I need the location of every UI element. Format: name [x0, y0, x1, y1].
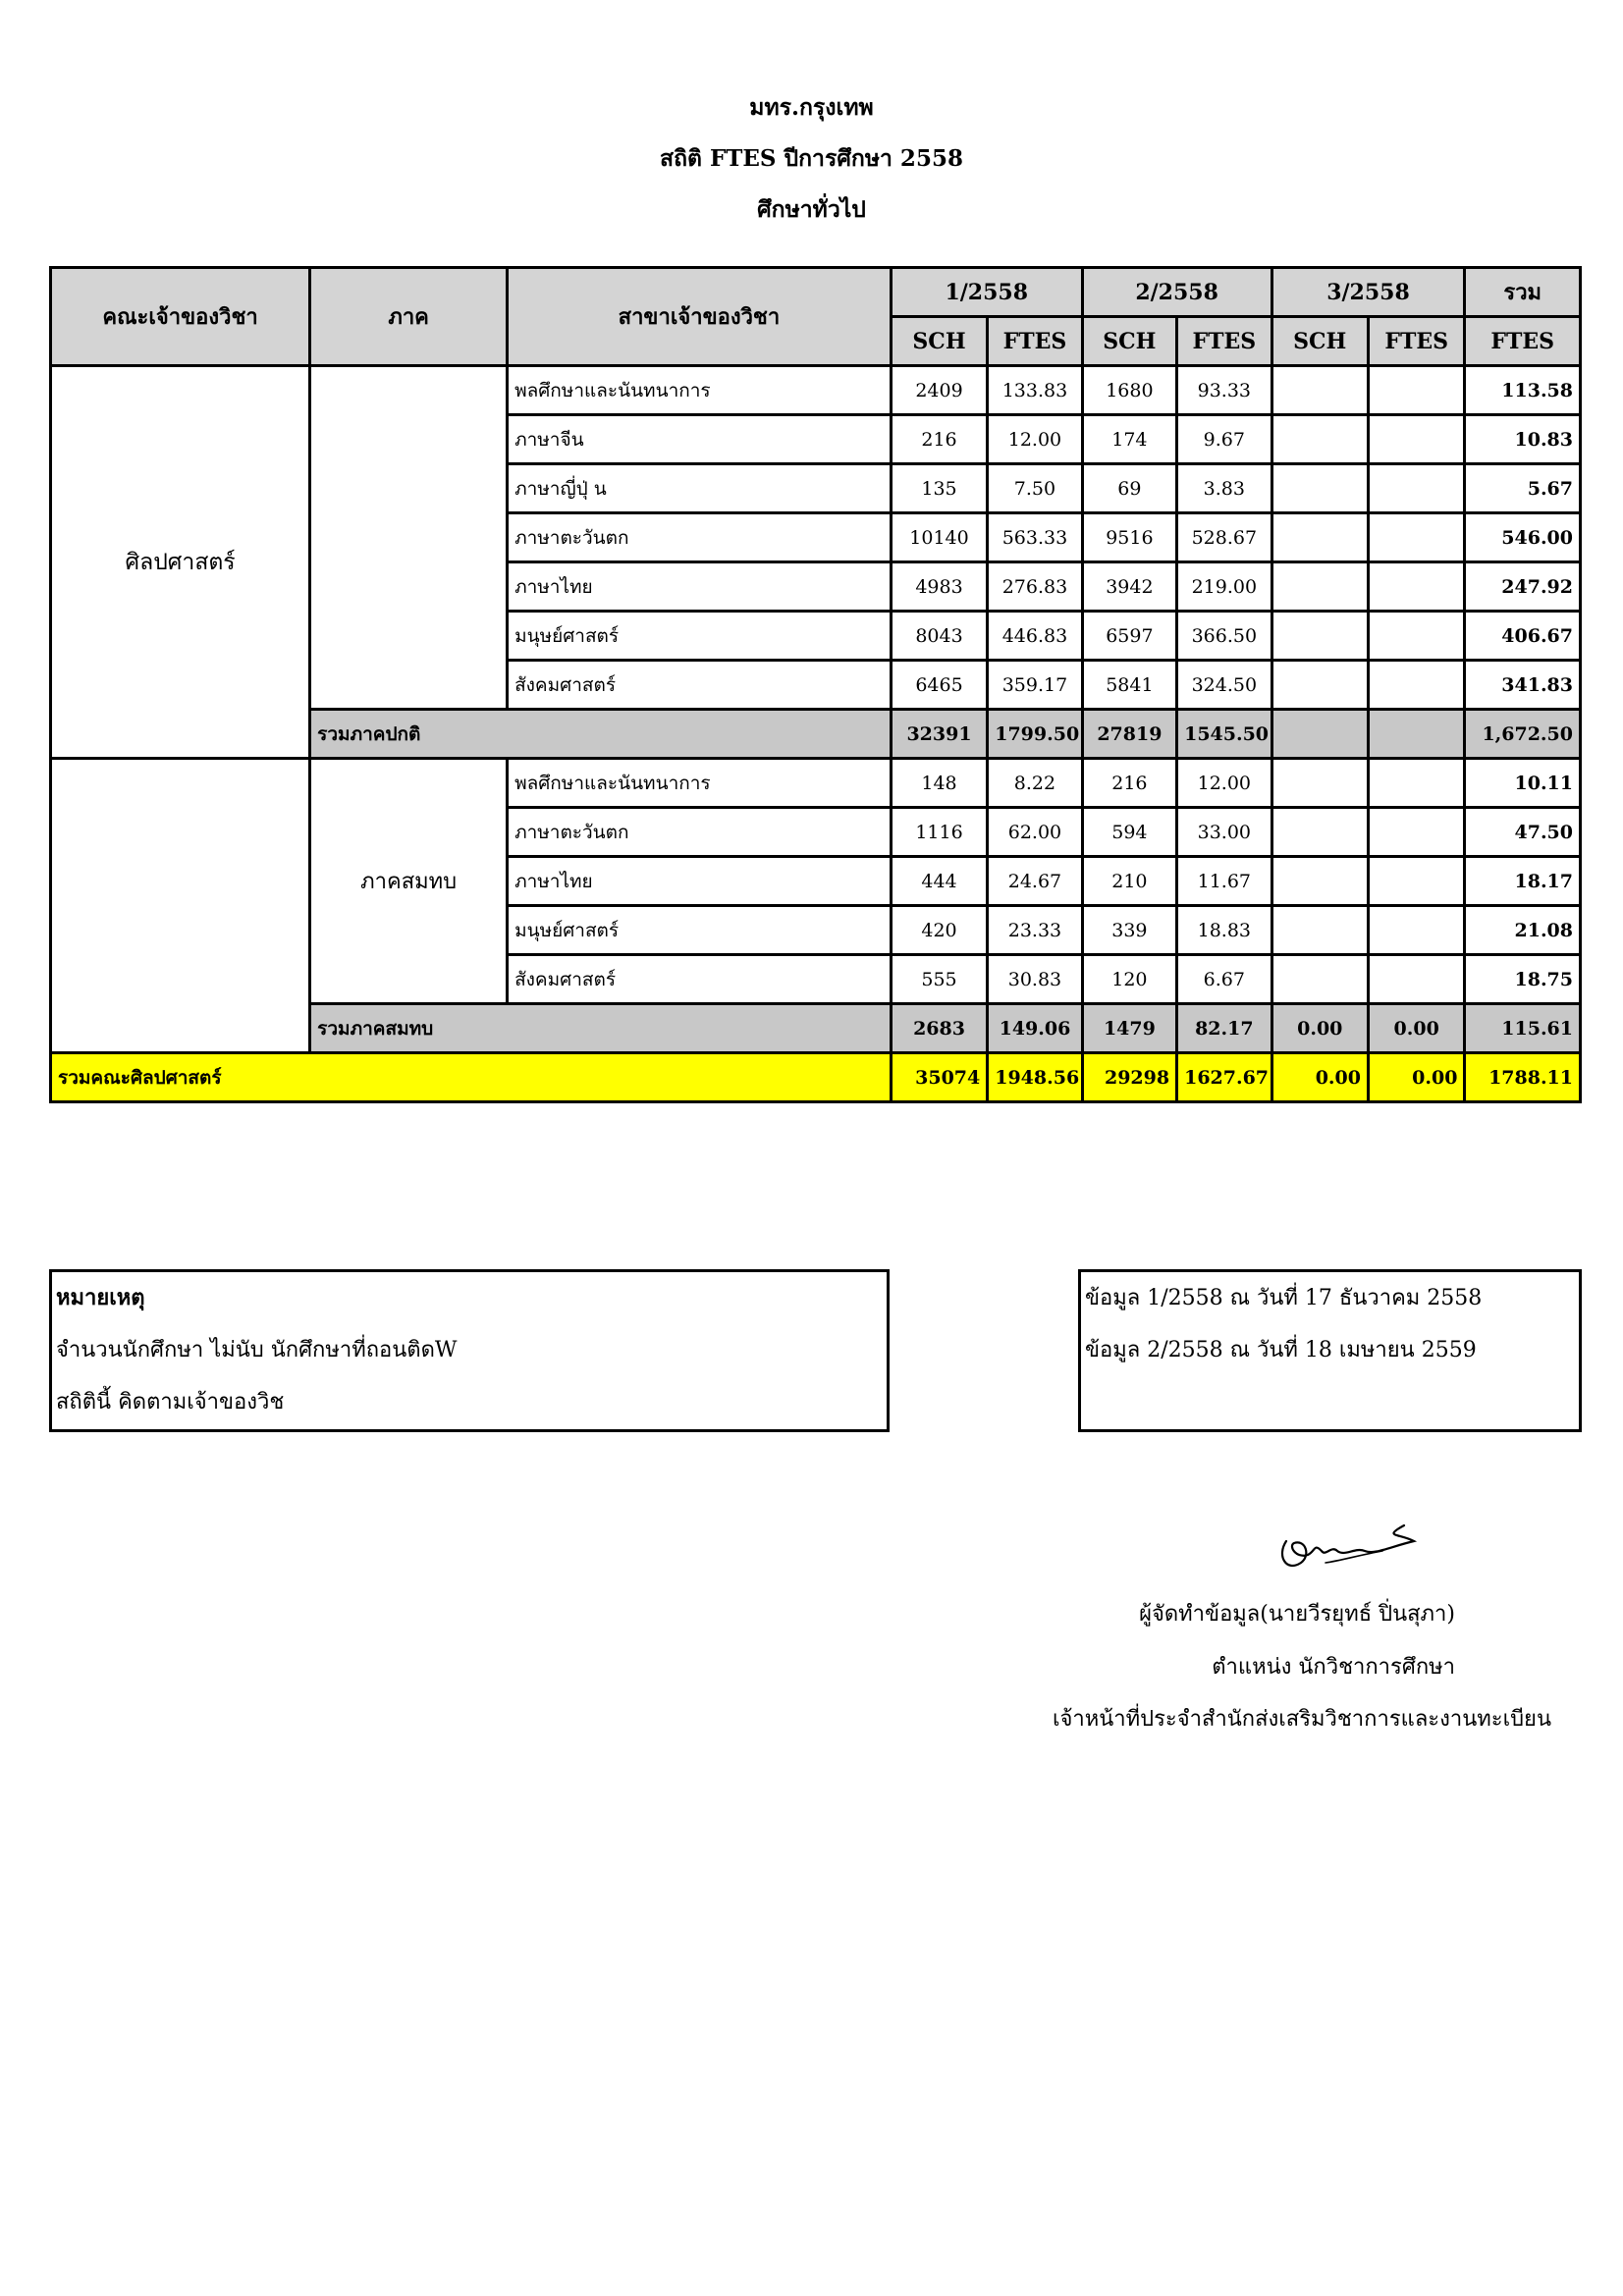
col-sch: SCH: [1271, 317, 1368, 366]
ftes2-cell: 528.67: [1177, 513, 1271, 562]
ftes1-cell: 446.83: [988, 612, 1082, 661]
sch1-cell: 35074: [891, 1053, 987, 1102]
ftes-table: [49, 266, 1582, 1103]
sch3-cell: [1271, 366, 1368, 415]
branch-cell: มนุษย์ศาสตร์: [508, 612, 892, 661]
total-cell: 10.11: [1465, 759, 1581, 808]
sch3-cell: [1271, 612, 1368, 661]
total-cell: 21.08: [1465, 906, 1581, 955]
ftes1-cell: 1799.50: [988, 710, 1082, 759]
sch3-cell: 0.00: [1271, 1004, 1368, 1053]
ftes1-cell: 30.83: [988, 955, 1082, 1004]
dept-cell-regular: [310, 366, 508, 710]
table-row: [51, 366, 1581, 415]
table-row: [51, 759, 1581, 808]
ftes3-cell: [1368, 661, 1464, 710]
ftes2-cell: 93.33: [1177, 366, 1271, 415]
ftes1-cell: 563.33: [988, 513, 1082, 562]
header-row-1: [51, 268, 1581, 317]
col-term2: 2/2558: [1082, 268, 1271, 317]
subtotal-label: รวมภาคปกติ: [310, 710, 892, 759]
sch2-cell: 5841: [1082, 661, 1176, 710]
total-cell: 115.61: [1465, 1004, 1581, 1053]
branch-cell: ภาษาตะวันตก: [508, 513, 892, 562]
ftes2-cell: 366.50: [1177, 612, 1271, 661]
sch2-cell: 210: [1082, 857, 1176, 906]
ftes1-cell: 7.50: [988, 464, 1082, 513]
ftes1-cell: 8.22: [988, 759, 1082, 808]
signature-position: ตำแหน่ง นักวิชาการศึกษา: [1212, 1655, 1455, 1680]
signature-name: ผู้จัดทำข้อมูล(นายวีรยุทธ์ ปิ่นสุภา): [1139, 1602, 1455, 1627]
report-title: สถิติ FTES ปีการศึกษา 2558: [660, 145, 963, 172]
total-cell: 1,672.50: [1465, 710, 1581, 759]
data-date-line-2: ข้อมูล 2/2558 ณ วันที่ 18 เมษายน 2559: [1085, 1338, 1477, 1362]
sch2-cell: 1680: [1082, 366, 1176, 415]
notes-line-1: จำนวนนักศึกษา ไม่นับ นักศึกษาที่ถอนติดW: [56, 1338, 458, 1362]
faculty-cell: ศิลปศาสตร์: [51, 366, 310, 759]
total-cell: 1788.11: [1465, 1053, 1581, 1102]
total-cell: 47.50: [1465, 808, 1581, 857]
signature-image: [1267, 1512, 1434, 1580]
ftes1-cell: 133.83: [988, 366, 1082, 415]
ftes2-cell: 6.67: [1177, 955, 1271, 1004]
notes-box: [49, 1269, 890, 1432]
sch1-cell: 6465: [891, 661, 987, 710]
ftes3-cell: [1368, 562, 1464, 612]
sch1-cell: 2409: [891, 366, 987, 415]
sch3-cell: [1271, 710, 1368, 759]
branch-cell: สังคมศาสตร์: [508, 661, 892, 710]
ftes3-cell: [1368, 955, 1464, 1004]
ftes3-cell: [1368, 464, 1464, 513]
ftes1-cell: 276.83: [988, 562, 1082, 612]
sch1-cell: 32391: [891, 710, 987, 759]
branch-cell: มนุษย์ศาสตร์: [508, 906, 892, 955]
ftes1-cell: 12.00: [988, 415, 1082, 464]
ftes3-cell: 0.00: [1368, 1004, 1464, 1053]
ftes3-cell: [1368, 857, 1464, 906]
sch3-cell: [1271, 808, 1368, 857]
total-cell: 18.17: [1465, 857, 1581, 906]
sch2-cell: 6597: [1082, 612, 1176, 661]
col-total: รวม: [1465, 268, 1581, 317]
branch-cell: ภาษาไทย: [508, 562, 892, 612]
ftes1-cell: 1948.56: [988, 1053, 1082, 1102]
col-term1: 1/2558: [891, 268, 1082, 317]
ftes3-cell: [1368, 366, 1464, 415]
col-dept: ภาค: [310, 268, 508, 366]
sch1-cell: 10140: [891, 513, 987, 562]
sch2-cell: 216: [1082, 759, 1176, 808]
sch3-cell: [1271, 415, 1368, 464]
sch3-cell: [1271, 513, 1368, 562]
sch1-cell: 135: [891, 464, 987, 513]
col-ftes: FTES: [1465, 317, 1581, 366]
ftes3-cell: 0.00: [1368, 1053, 1464, 1102]
sch2-cell: 1479: [1082, 1004, 1176, 1053]
total-cell: 546.00: [1465, 513, 1581, 562]
col-ftes: FTES: [988, 317, 1082, 366]
sch2-cell: 339: [1082, 906, 1176, 955]
sch1-cell: 4983: [891, 562, 987, 612]
col-branch: สาขาเจ้าของวิชา: [508, 268, 892, 366]
ftes2-cell: 12.00: [1177, 759, 1271, 808]
branch-cell: พลศึกษาและนันทนาการ: [508, 759, 892, 808]
col-sch: SCH: [1082, 317, 1176, 366]
sch1-cell: 148: [891, 759, 987, 808]
signature-office: เจ้าหน้าที่ประจำสำนักส่งเสริมวิชาการและงานทะเบียน: [1052, 1707, 1551, 1732]
ftes2-cell: 219.00: [1177, 562, 1271, 612]
sch3-cell: [1271, 464, 1368, 513]
branch-cell: สังคมศาสตร์: [508, 955, 892, 1004]
org-title: มทร.กรุงเทพ: [749, 94, 874, 121]
ftes3-cell: [1368, 759, 1464, 808]
col-ftes: FTES: [1177, 317, 1271, 366]
faculty-cell-cont: [51, 759, 310, 1053]
ftes2-cell: 1545.50: [1177, 710, 1271, 759]
total-cell: 10.83: [1465, 415, 1581, 464]
branch-cell: ภาษาไทย: [508, 857, 892, 906]
sch2-cell: 174: [1082, 415, 1176, 464]
total-cell: 5.67: [1465, 464, 1581, 513]
sch3-cell: 0.00: [1271, 1053, 1368, 1102]
sch1-cell: 2683: [891, 1004, 987, 1053]
sch1-cell: 1116: [891, 808, 987, 857]
sch1-cell: 8043: [891, 612, 987, 661]
total-cell: 406.67: [1465, 612, 1581, 661]
sch3-cell: [1271, 906, 1368, 955]
branch-cell: พลศึกษาและนันทนาการ: [508, 366, 892, 415]
sch3-cell: [1271, 857, 1368, 906]
ftes2-cell: 18.83: [1177, 906, 1271, 955]
sch1-cell: 216: [891, 415, 987, 464]
sch1-cell: 420: [891, 906, 987, 955]
branch-cell: ภาษาญี่ปุ่ น: [508, 464, 892, 513]
sch3-cell: [1271, 759, 1368, 808]
grand-total-label: รวมคณะศิลปศาสตร์: [51, 1053, 892, 1102]
ftes1-cell: 149.06: [988, 1004, 1082, 1053]
sch1-cell: 555: [891, 955, 987, 1004]
ftes2-cell: 11.67: [1177, 857, 1271, 906]
grand-total-row: [51, 1053, 1581, 1102]
ftes3-cell: [1368, 612, 1464, 661]
ftes1-cell: 23.33: [988, 906, 1082, 955]
col-ftes: FTES: [1368, 317, 1464, 366]
ftes2-cell: 3.83: [1177, 464, 1271, 513]
branch-cell: ภาษาจีน: [508, 415, 892, 464]
ftes1-cell: 62.00: [988, 808, 1082, 857]
dept-cell-special: ภาคสมทบ: [310, 759, 508, 1004]
sch3-cell: [1271, 562, 1368, 612]
data-date-box: [1078, 1269, 1582, 1432]
sch2-cell: 27819: [1082, 710, 1176, 759]
subtotal-label: รวมภาคสมทบ: [310, 1004, 892, 1053]
total-cell: 18.75: [1465, 955, 1581, 1004]
report-subtitle: ศึกษาทั่วไป: [757, 196, 866, 223]
ftes2-cell: 82.17: [1177, 1004, 1271, 1053]
ftes2-cell: 9.67: [1177, 415, 1271, 464]
sch2-cell: 594: [1082, 808, 1176, 857]
ftes2-cell: 324.50: [1177, 661, 1271, 710]
total-cell: 341.83: [1465, 661, 1581, 710]
sch2-cell: 3942: [1082, 562, 1176, 612]
sch1-cell: 444: [891, 857, 987, 906]
col-faculty: คณะเจ้าของวิชา: [51, 268, 310, 366]
ftes3-cell: [1368, 906, 1464, 955]
notes-title: หมายเหตุ: [56, 1285, 145, 1310]
sch3-cell: [1271, 661, 1368, 710]
ftes3-cell: [1368, 415, 1464, 464]
sch2-cell: 9516: [1082, 513, 1176, 562]
ftes1-cell: 359.17: [988, 661, 1082, 710]
data-date-line-1: ข้อมูล 1/2558 ณ วันที่ 17 ธันวาคม 2558: [1085, 1286, 1483, 1310]
ftes3-cell: [1368, 513, 1464, 562]
total-cell: 247.92: [1465, 562, 1581, 612]
sch2-cell: 29298: [1082, 1053, 1176, 1102]
notes-line-2: สถิตินี้ คิดตามเจ้าของวิช: [56, 1390, 285, 1415]
ftes3-cell: [1368, 710, 1464, 759]
ftes2-cell: 33.00: [1177, 808, 1271, 857]
ftes1-cell: 24.67: [988, 857, 1082, 906]
ftes3-cell: [1368, 808, 1464, 857]
sch3-cell: [1271, 955, 1368, 1004]
total-cell: 113.58: [1465, 366, 1581, 415]
col-sch: SCH: [891, 317, 987, 366]
sch2-cell: 69: [1082, 464, 1176, 513]
sch2-cell: 120: [1082, 955, 1176, 1004]
branch-cell: ภาษาตะวันตก: [508, 808, 892, 857]
col-term3: 3/2558: [1271, 268, 1465, 317]
ftes2-cell: 1627.67: [1177, 1053, 1271, 1102]
